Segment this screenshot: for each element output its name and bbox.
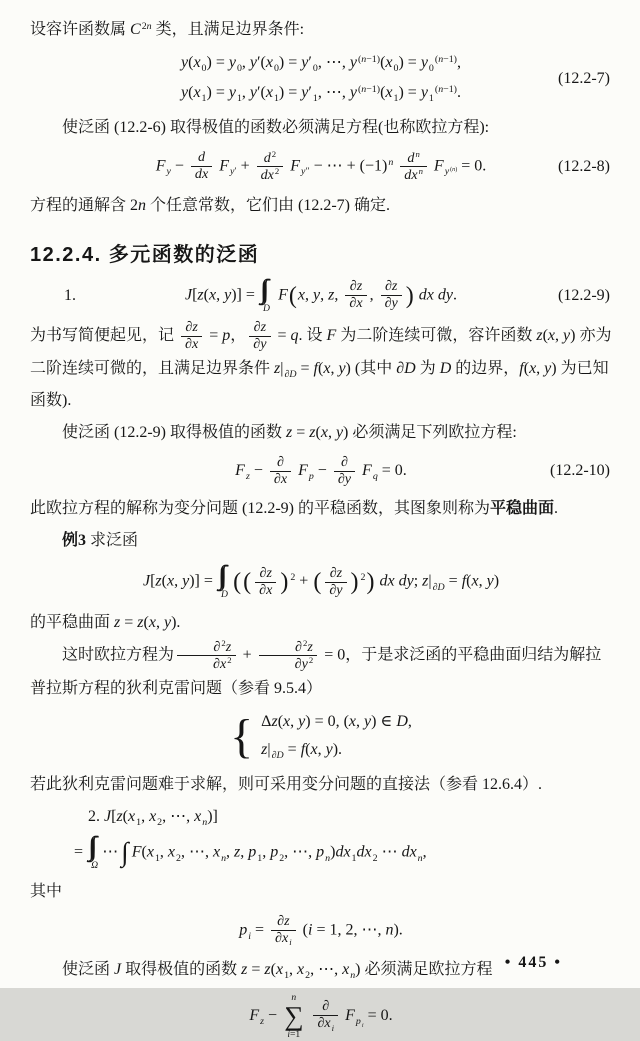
para-stationary-function: 此欧拉方程的解称为变分问题 (12.2-9) 的平稳函数，其图象则称为平稳曲面. — [30, 500, 559, 518]
equation-item2-line1: 2. $J[z(x_1$, $x_2$, ⋯, $x_n$)] — [88, 808, 218, 829]
equation-lines — [181, 52, 461, 106]
equation-dirichlet-system — [30, 711, 612, 763]
equation-line: $F_z$ − $\frac{\partial}{\partial x}$ $F_p$ − $\frac{\partial}{\partial y}$ $F_q = 0$. — [235, 453, 407, 487]
page-number: • 445 • — [504, 954, 562, 971]
para-laplace-reduction: 这时欧拉方程为 $\frac{\partial^2z}{\partial x^2}$ + $\frac{\partial^2z}{\partial y^2}$ = 0，于是求泛函的平稳曲面归结为解拉普拉斯方程的狄利克雷问题（参看 9.5.4） — [30, 637, 602, 697]
equation-example3-functional — [30, 563, 612, 600]
para-direct-method: 若此狄利克雷问题难于求解，则可采用变分问题的直接法（参看 12.6.4）. — [30, 776, 543, 794]
equation-p-definition — [30, 914, 612, 948]
para-where: 其中 — [30, 882, 63, 900]
equation-line: J[z(x, y)] = D (( $\frac{\partial z}{\partial x}$ ) $^2$ + ( $\frac{\partial z}{\partial y}$ ) $^2$) dx dy; $z|_{\partial D} = f(x$, y) — [142, 564, 500, 601]
para-general-solution: 方程的通解含 2n 个任意常数，它们由 (12.2-7) 确定. — [30, 196, 391, 214]
para-euler-equation-note: 使泛函 (12.2-6) 取得极值的函数必须满足方程(也称欧拉方程): — [62, 118, 490, 136]
item-number-1: 1. — [64, 286, 76, 304]
section-heading: 12.2.4. 多元函数的泛函 — [30, 243, 260, 266]
equation-line: J[z(x, y)] = D F(x, y, z, $\frac{\partial z}{\partial x}$ , $\frac{\partial z}{\partial y}$ ) dx dy. — [184, 278, 457, 314]
para-notation-definition: 为书写简便起见，记 $\frac{\partial z}{\partial x}$ = p， $\frac{\partial z}{\partial y}$ = q. 设 F 为二阶连续可微，容许函数 z(x, y) 亦为二阶连续可微的，且满足边界条件 $z|_{\partial D} = f(x$, y) (其中 ∂D 为 D 的边界，f(x, y) 为已知函数). — [30, 319, 612, 409]
equation-12-2-9 — [30, 277, 612, 314]
para-euler-intro: 使泛函 (12.2-9) 取得极值的函数 z = z(x, y) 必须满足下列欧拉方程: — [62, 423, 517, 441]
equation-12-2-10 — [30, 455, 612, 488]
equation-number-12-2-7: (12.2-7) — [558, 70, 610, 88]
equation-euler-n-variables — [30, 992, 612, 1041]
equation-number-12-2-9: (12.2-9) — [558, 286, 610, 304]
example3-heading: 例3 求泛函 — [62, 532, 139, 550]
equation-line: $F_y$ − $\frac{d}{dx}$ $F_{y'}$ + $\frac{d^2}{dx^2}$ $F_{y''}$ − ⋯ + $(-1)^n$ $\frac{d^n}{dx^n}$ $F_{y^{(n)}} = 0$. — [155, 148, 487, 184]
equation-line: $p_i$ = $\frac{\partial z}{\partial x_i}$ (i = 1, 2, ⋯, n). — [239, 912, 403, 948]
equation-item2-line2: = Ω ⋯ ∫ $F(x_1$, $x_2$, ⋯, $x_n$, z, $p_1$, $p_2$, ⋯, $p_n)dx_1dx_2$ ⋯ $dx_n$, — [74, 837, 427, 872]
equation-number-12-2-10: (12.2-10) — [550, 462, 610, 480]
equation-number-12-2-8: (12.2-8) — [558, 157, 610, 175]
equation-12-2-8 — [30, 150, 612, 184]
para-stationary-surface: 的平稳曲面 z = z(x, y). — [30, 613, 181, 631]
equation-12-2-7 — [30, 52, 612, 106]
equation-line-1: $y(x_0) = y_0$, $y'(x_0) = y'_0$, ⋯, $y^{(n-1)}(x_0) = y_0^{(n-1)}$, — [181, 53, 461, 74]
equation-line: { Δz(x, y) = 0, (x, y) ∈ D, $z|_{\partial D} = f(x$, y). — [230, 709, 412, 763]
equation-line: $F_z$ − n ∑ i=1 $\frac{\partial}{\partial x_i}$ $F_{p_i} = 0$. — [249, 991, 393, 1041]
equation-line-2: $y(x_1) = y_1$, $y'(x_1) = y'_1$, ⋯, $y^{(n-1)}(x_1) = y_1^{(n-1)}$. — [181, 83, 461, 105]
para-final-euler-intro: 使泛函 J 取得极值的函数 $z = z(x_1$, $x_2$, ⋯, $x_n$) 必须满足欧拉方程 — [62, 960, 493, 981]
para-admissible-condition: 设容许函数属 $C^{2n}$ 类，且满足边界条件: — [30, 20, 305, 38]
